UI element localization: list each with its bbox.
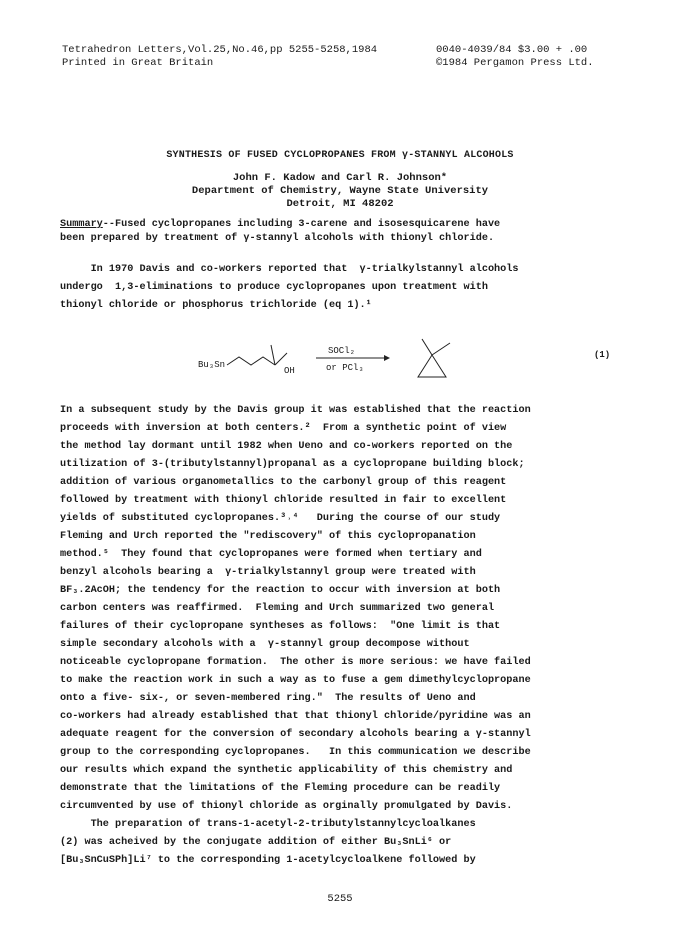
body-line: co-workers had already established that that thionyl chloride/pyridine was an xyxy=(60,711,531,722)
body-line: circumvented by use of thionyl chloride as orginally promulgated by Davis. xyxy=(60,801,513,812)
body-line: our results which expand the synthetic applicability of this chemistry and xyxy=(60,765,513,776)
body-line: group to the corresponding cyclopropanes. In this communication we describe xyxy=(60,747,531,758)
body-line: failures of their cyclopropane syntheses as follows: "One limit is that xyxy=(60,621,501,632)
reactant-bu3sn: Bu₃Sn xyxy=(198,360,226,370)
summary-line-2: been prepared by treatment of γ-stannyl alcohols with thionyl chloride. xyxy=(60,233,495,244)
issn-price: 0040-4039/84 $3.00 + .00 xyxy=(436,44,588,56)
body-line: (2) was acheived by the conjugate addition of either Bu₃SnLi⁶ or xyxy=(60,837,452,848)
body-line: The preparation of trans-1-acetyl-2-tributylstannylcycloalkanes xyxy=(60,819,476,830)
body-line: Fleming and Urch reported the "rediscovery" of this cyclopropanation xyxy=(60,531,476,542)
body-line: followed by treatment with thionyl chloride resulted in fair to excellent xyxy=(60,495,507,506)
body-line: to make the reaction work in such a way as to fuse a gem dimethylcyclopropane xyxy=(60,675,531,686)
intro-line-3: thionyl chloride or phosphorus trichloride (eq 1).¹ xyxy=(60,300,372,311)
body-line: the method lay dormant until 1982 when Ueno and co-workers reported on the xyxy=(60,441,513,452)
copyright: ©1984 Pergamon Press Ltd. xyxy=(436,57,594,69)
authors: John F. Kadow and Carl R. Johnson* xyxy=(232,172,448,184)
reagent-pcl3: or PCl₃ xyxy=(326,363,364,373)
body-line: benzyl alcohols bearing a γ-trialkylstannyl group were treated with xyxy=(60,567,476,578)
body-line: carbon centers was reaffirmed. Fleming and Urch summarized two general xyxy=(60,603,495,614)
summary-label: Summary xyxy=(60,219,103,230)
page-number: 5255 xyxy=(327,893,353,905)
body-line: proceeds with inversion at both centers.² From a synthetic point of view xyxy=(60,423,507,434)
body-line: onto a five- six-, or seven-membered ring." The results of Ueno and xyxy=(60,693,476,704)
body-line: yields of substituted cyclopropanes.³˒⁴ During the course of our study xyxy=(60,513,501,524)
reaction-arrow xyxy=(316,353,390,363)
affiliation-city: Detroit, MI 48202 xyxy=(286,198,394,210)
intro-line-2: undergo 1,3-eliminations to produce cyclopropanes upon treatment with xyxy=(60,282,488,293)
body-line: demonstrate that the limitations of the Fleming procedure can be readily xyxy=(60,783,501,794)
hydroxyl-label: OH xyxy=(284,366,295,376)
journal-citation: Tetrahedron Letters,Vol.25,No.46,pp 5255-5258,1984 xyxy=(62,44,378,56)
body-line: noticeable cyclopropane formation. The other is more serious: we have failed xyxy=(60,657,531,668)
reagent-socl2: SOCl₂ xyxy=(328,346,356,356)
body-line: addition of various organometallics to the carbonyl group of this reagent xyxy=(60,477,507,488)
paper-title: SYNTHESIS OF FUSED CYCLOPROPANES FROM γ-STANNYL ALCOHOLS xyxy=(166,150,514,161)
body-line: BF₃.2AcOH; the tendency for the reaction to occur with inversion at both xyxy=(60,585,501,596)
summary-line-1: Summary--Fused cyclopropanes including 3-carene and isosesquicarene have xyxy=(60,219,501,230)
printed-in: Printed in Great Britain xyxy=(62,57,214,69)
body-line: method.⁵ They found that cyclopropanes were formed when tertiary and xyxy=(60,549,482,560)
intro-line-1: In 1970 Davis and co-workers reported that γ-trialkylstannyl alcohols xyxy=(60,264,519,275)
affiliation-department: Department of Chemistry, Wayne State University xyxy=(191,185,489,197)
body-line: adequate reagent for the conversion of secondary alcohols bearing a γ-stannyl xyxy=(60,729,531,740)
body-line: In a subsequent study by the Davis group it was established that the reaction xyxy=(60,405,531,416)
body-line: simple secondary alcohols with a γ-stannyl group decompose without xyxy=(60,639,470,650)
cyclopropane-product xyxy=(410,333,460,381)
body-line: utilization of 3-(tributylstannyl)propanal as a cyclopropane building block; xyxy=(60,459,525,470)
equation-number: (1) xyxy=(594,350,611,360)
body-line: [Bu₃SnCuSPh]Li⁷ to the corresponding 1-acetylcycloalkene followed by xyxy=(60,855,476,866)
